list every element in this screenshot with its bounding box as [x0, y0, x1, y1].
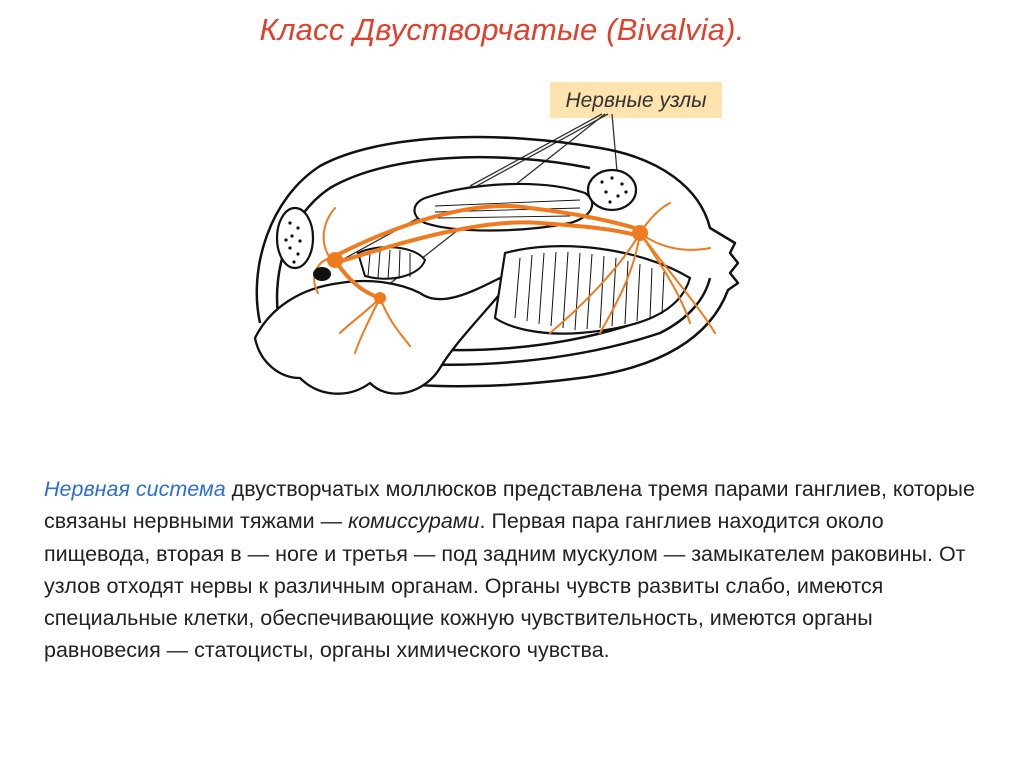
ganglia-callout	[550, 82, 722, 118]
term-nervous-system: Нервная система	[44, 477, 226, 501]
slide-title: Класс Двустворчатые (Bivalvia).	[259, 12, 745, 47]
callout-label: Нервные узлы	[565, 89, 707, 112]
cerebral-ganglion	[327, 252, 343, 268]
visceral-ganglion	[632, 225, 648, 241]
body-paragraph	[44, 473, 984, 667]
term-commissures: комиссурами	[348, 509, 480, 534]
posterior-adductor-muscle	[588, 170, 636, 210]
bivalve-nervous-system-figure	[240, 78, 750, 408]
anterior-adductor-muscle	[277, 208, 313, 268]
body-part-2: . Первая пара ганглиев находится около пищевода, вторая в — ноге и третья — под задним мускулом — замыкателем раковины. От узлов отходят нервы к различным органам. Органы чувств развиты слабо, имеются специальные клетки, обеспечивающие кожную чувствительность, имеются органы равновесия — статоцисты, органы химического чувства.	[44, 509, 966, 663]
pedal-ganglion	[374, 292, 386, 304]
statocyst-black	[313, 267, 331, 281]
body-part-1: двустворчатых моллюсков представлена тремя парами ганглиев, которые связаны нервными тяжами —	[44, 477, 975, 534]
